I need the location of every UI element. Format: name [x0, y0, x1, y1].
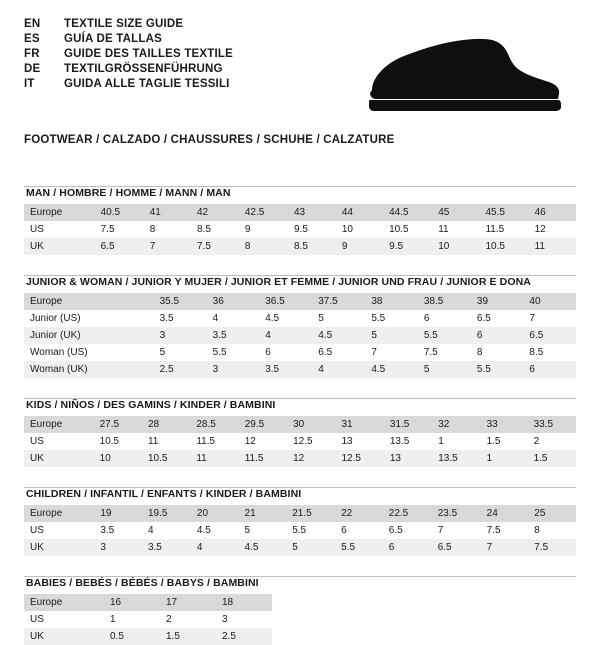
row-label: Europe	[24, 293, 102, 310]
size-table	[24, 505, 576, 556]
title-text: GUIDE DES TAILLES TEXTILE	[64, 48, 233, 60]
size-cell: 6.5	[312, 344, 365, 361]
size-cell: 1	[481, 450, 528, 467]
size-cell	[102, 327, 153, 344]
size-cell: 1.5	[528, 450, 576, 467]
row-label: Europe	[24, 416, 94, 433]
size-cell: 6	[383, 539, 432, 556]
size-cell: 3	[207, 361, 260, 378]
table-row	[24, 505, 576, 522]
size-cell: 17	[160, 594, 216, 611]
size-cell: 2	[160, 611, 216, 628]
size-cell: 20	[191, 505, 239, 522]
size-cell: 13.5	[384, 433, 432, 450]
size-cell: 45.5	[479, 204, 528, 221]
size-cell: 6	[471, 327, 524, 344]
size-section	[24, 398, 576, 467]
size-cell: 41	[144, 204, 191, 221]
size-cell: 2.5	[154, 361, 207, 378]
size-cell: 28.5	[190, 416, 238, 433]
size-cell: 1.5	[160, 628, 216, 645]
size-cell: 5	[365, 327, 418, 344]
table-row	[24, 539, 576, 556]
size-cell: 5	[154, 344, 207, 361]
size-cell: 10.5	[142, 450, 190, 467]
title-row	[24, 33, 233, 48]
language-code: IT	[24, 78, 35, 90]
size-cell: 18	[216, 594, 272, 611]
dress-shoe-icon	[364, 34, 564, 118]
size-cell: 11.5	[190, 433, 238, 450]
size-cell: 19	[94, 505, 142, 522]
table-row	[24, 221, 576, 238]
size-cell: 44.5	[383, 204, 432, 221]
size-cell: 22	[335, 505, 383, 522]
table-row	[24, 361, 576, 378]
size-cell: 4	[259, 327, 312, 344]
size-cell: 10	[336, 221, 383, 238]
size-cell: 5	[418, 361, 471, 378]
size-cell: 8	[239, 238, 288, 255]
size-cell: 8.5	[191, 221, 239, 238]
size-section	[24, 576, 576, 645]
size-cell: 7	[481, 539, 529, 556]
size-cell: 5	[239, 522, 287, 539]
size-cell: 6.5	[383, 522, 432, 539]
table-row	[24, 628, 272, 645]
row-label: UK	[24, 628, 104, 645]
size-cell: 8.5	[523, 344, 576, 361]
size-cell: 6.5	[523, 327, 576, 344]
size-cell: 31	[335, 416, 383, 433]
size-cell: 7.5	[528, 539, 576, 556]
size-section	[24, 487, 576, 556]
size-cell: 9	[336, 238, 383, 255]
row-label: Junior (UK)	[24, 327, 102, 344]
size-cell: 25	[528, 505, 576, 522]
table-row	[24, 450, 576, 467]
table-row	[24, 293, 576, 310]
size-cell: 21.5	[286, 505, 335, 522]
size-cell: 27.5	[94, 416, 142, 433]
row-label: US	[24, 522, 94, 539]
row-label: Europe	[24, 594, 104, 611]
table-row	[24, 416, 576, 433]
size-cell: 1	[432, 433, 480, 450]
size-cell: 5.5	[207, 344, 260, 361]
title-text: TEXTILGRÖSSENFÜHRUNG	[64, 63, 223, 75]
size-cell: 10	[94, 450, 142, 467]
size-cell: 42.5	[239, 204, 288, 221]
size-cell: 7	[523, 310, 576, 327]
size-cell: 5	[286, 539, 335, 556]
size-cell	[102, 361, 153, 378]
size-cell: 5.5	[418, 327, 471, 344]
size-cell: 3	[154, 327, 207, 344]
size-cell: 7.5	[418, 344, 471, 361]
size-cell: 12.5	[287, 433, 335, 450]
size-table	[24, 416, 576, 467]
title-row	[24, 48, 233, 63]
size-cell	[102, 344, 153, 361]
size-cell: 11	[142, 433, 190, 450]
row-label: US	[24, 611, 104, 628]
size-cell: 3.5	[259, 361, 312, 378]
size-cell: 1.5	[481, 433, 528, 450]
size-cell: 5.5	[471, 361, 524, 378]
size-cell: 30	[287, 416, 335, 433]
size-cell: 7.5	[481, 522, 529, 539]
category-heading: FOOTWEAR / CALZADO / CHAUSSURES / SCHUHE / CALZATURE	[24, 134, 395, 146]
title-row	[24, 18, 233, 33]
size-tables	[24, 186, 576, 645]
size-cell: 6	[523, 361, 576, 378]
size-cell: 11	[432, 221, 479, 238]
size-cell: 4	[207, 310, 260, 327]
size-cell: 4.5	[239, 539, 287, 556]
title-text: TEXTILE SIZE GUIDE	[64, 18, 184, 30]
table-row	[24, 344, 576, 361]
table-row	[24, 433, 576, 450]
size-cell: 11	[529, 238, 576, 255]
size-cell: 12	[287, 450, 335, 467]
size-cell: 42	[191, 204, 239, 221]
size-cell: 5.5	[335, 539, 383, 556]
size-cell: 7	[365, 344, 418, 361]
size-cell: 29.5	[239, 416, 287, 433]
row-label: UK	[24, 238, 95, 255]
size-cell: 11.5	[239, 450, 287, 467]
size-cell: 33.5	[528, 416, 576, 433]
size-cell: 3.5	[207, 327, 260, 344]
size-cell: 6.5	[95, 238, 144, 255]
row-label: Woman (UK)	[24, 361, 102, 378]
size-cell: 5	[312, 310, 365, 327]
size-section	[24, 186, 576, 255]
size-cell: 3.5	[94, 522, 142, 539]
size-cell: 13	[335, 433, 383, 450]
page-header	[24, 18, 576, 118]
size-cell: 13.5	[432, 450, 480, 467]
title-block	[24, 18, 233, 93]
size-cell: 39	[471, 293, 524, 310]
row-label: UK	[24, 450, 94, 467]
size-cell: 5.5	[286, 522, 335, 539]
table-row	[24, 327, 576, 344]
table-row	[24, 522, 576, 539]
size-cell: 36	[207, 293, 260, 310]
size-cell: 33	[481, 416, 528, 433]
size-cell: 6	[335, 522, 383, 539]
size-cell: 0.5	[104, 628, 160, 645]
title-text: GUIDA ALLE TAGLIE TESSILI	[64, 78, 230, 90]
table-row	[24, 238, 576, 255]
section-title: MAN / HOMBRE / HOMME / MANN / MAN	[26, 187, 231, 199]
size-cell: 45	[432, 204, 479, 221]
size-cell: 8.5	[288, 238, 336, 255]
size-cell: 7	[432, 522, 481, 539]
size-cell: 2	[528, 433, 576, 450]
title-row	[24, 63, 233, 78]
language-code: DE	[24, 63, 41, 75]
size-cell: 4.5	[259, 310, 312, 327]
size-cell: 44	[336, 204, 383, 221]
size-cell	[102, 293, 153, 310]
section-title: KIDS / NIÑOS / DES GAMINS / KINDER / BAMBINI	[26, 399, 276, 411]
size-cell: 11.5	[479, 221, 528, 238]
section-title: JUNIOR & WOMAN / JUNIOR Y MUJER / JUNIOR ET FEMME / JUNIOR UND FRAU / JUNIOR E DONA	[26, 276, 531, 288]
size-cell: 7	[144, 238, 191, 255]
size-cell	[102, 310, 153, 327]
size-cell: 11	[190, 450, 238, 467]
size-cell: 7.5	[95, 221, 144, 238]
size-cell: 12	[529, 221, 576, 238]
size-cell: 6	[418, 310, 471, 327]
row-label: Europe	[24, 204, 95, 221]
size-cell: 46	[529, 204, 576, 221]
size-cell: 28	[142, 416, 190, 433]
size-cell: 37.5	[312, 293, 365, 310]
size-cell: 5.5	[365, 310, 418, 327]
size-cell: 40.5	[95, 204, 144, 221]
size-cell: 13	[384, 450, 432, 467]
title-row	[24, 78, 233, 93]
size-cell: 38.5	[418, 293, 471, 310]
language-code: EN	[24, 18, 41, 30]
title-text: GUÍA DE TALLAS	[64, 33, 162, 45]
size-cell: 3	[94, 539, 142, 556]
size-cell: 23.5	[432, 505, 481, 522]
row-label: UK	[24, 539, 94, 556]
row-label: US	[24, 433, 94, 450]
size-cell: 12	[239, 433, 287, 450]
size-cell: 1	[104, 611, 160, 628]
size-cell: 10	[432, 238, 479, 255]
size-cell: 19.5	[142, 505, 191, 522]
row-label: Woman (US)	[24, 344, 102, 361]
size-cell: 3	[216, 611, 272, 628]
table-row	[24, 594, 272, 611]
language-code: ES	[24, 33, 40, 45]
size-cell: 35.5	[154, 293, 207, 310]
section-title: CHILDREN / INFANTIL / ENFANTS / KINDER / BAMBINI	[26, 488, 302, 500]
size-cell: 4.5	[365, 361, 418, 378]
size-cell: 31.5	[384, 416, 432, 433]
size-cell: 3.5	[142, 539, 191, 556]
size-section	[24, 275, 576, 378]
size-cell: 10.5	[94, 433, 142, 450]
size-cell: 4	[312, 361, 365, 378]
size-cell: 10.5	[479, 238, 528, 255]
size-cell: 38	[365, 293, 418, 310]
size-cell: 9	[239, 221, 288, 238]
table-row	[24, 204, 576, 221]
size-cell: 6.5	[432, 539, 481, 556]
size-table	[24, 293, 576, 378]
size-cell: 32	[432, 416, 480, 433]
size-cell: 9.5	[288, 221, 336, 238]
size-cell: 40	[523, 293, 576, 310]
table-row	[24, 310, 576, 327]
size-cell: 4.5	[312, 327, 365, 344]
size-cell: 43	[288, 204, 336, 221]
size-cell: 9.5	[383, 238, 432, 255]
row-label: Junior (US)	[24, 310, 102, 327]
size-cell: 4	[191, 539, 239, 556]
size-cell: 8	[144, 221, 191, 238]
language-code: FR	[24, 48, 40, 60]
size-cell: 16	[104, 594, 160, 611]
table-row	[24, 611, 272, 628]
row-label: US	[24, 221, 95, 238]
size-cell: 6	[259, 344, 312, 361]
size-cell: 8	[471, 344, 524, 361]
size-table	[24, 594, 272, 645]
size-cell: 12.5	[335, 450, 383, 467]
size-cell: 4.5	[191, 522, 239, 539]
size-cell: 2.5	[216, 628, 272, 645]
size-cell: 36.5	[259, 293, 312, 310]
size-cell: 3.5	[154, 310, 207, 327]
size-cell: 22.5	[383, 505, 432, 522]
size-cell: 8	[528, 522, 576, 539]
size-cell: 24	[481, 505, 529, 522]
row-label: Europe	[24, 505, 94, 522]
section-title: BABIES / BEBÉS / BÉBÉS / BABYS / BAMBINI	[26, 577, 259, 589]
size-cell: 6.5	[471, 310, 524, 327]
size-table	[24, 204, 576, 255]
size-cell: 10.5	[383, 221, 432, 238]
size-cell: 21	[239, 505, 287, 522]
size-cell: 4	[142, 522, 191, 539]
size-cell: 7.5	[191, 238, 239, 255]
